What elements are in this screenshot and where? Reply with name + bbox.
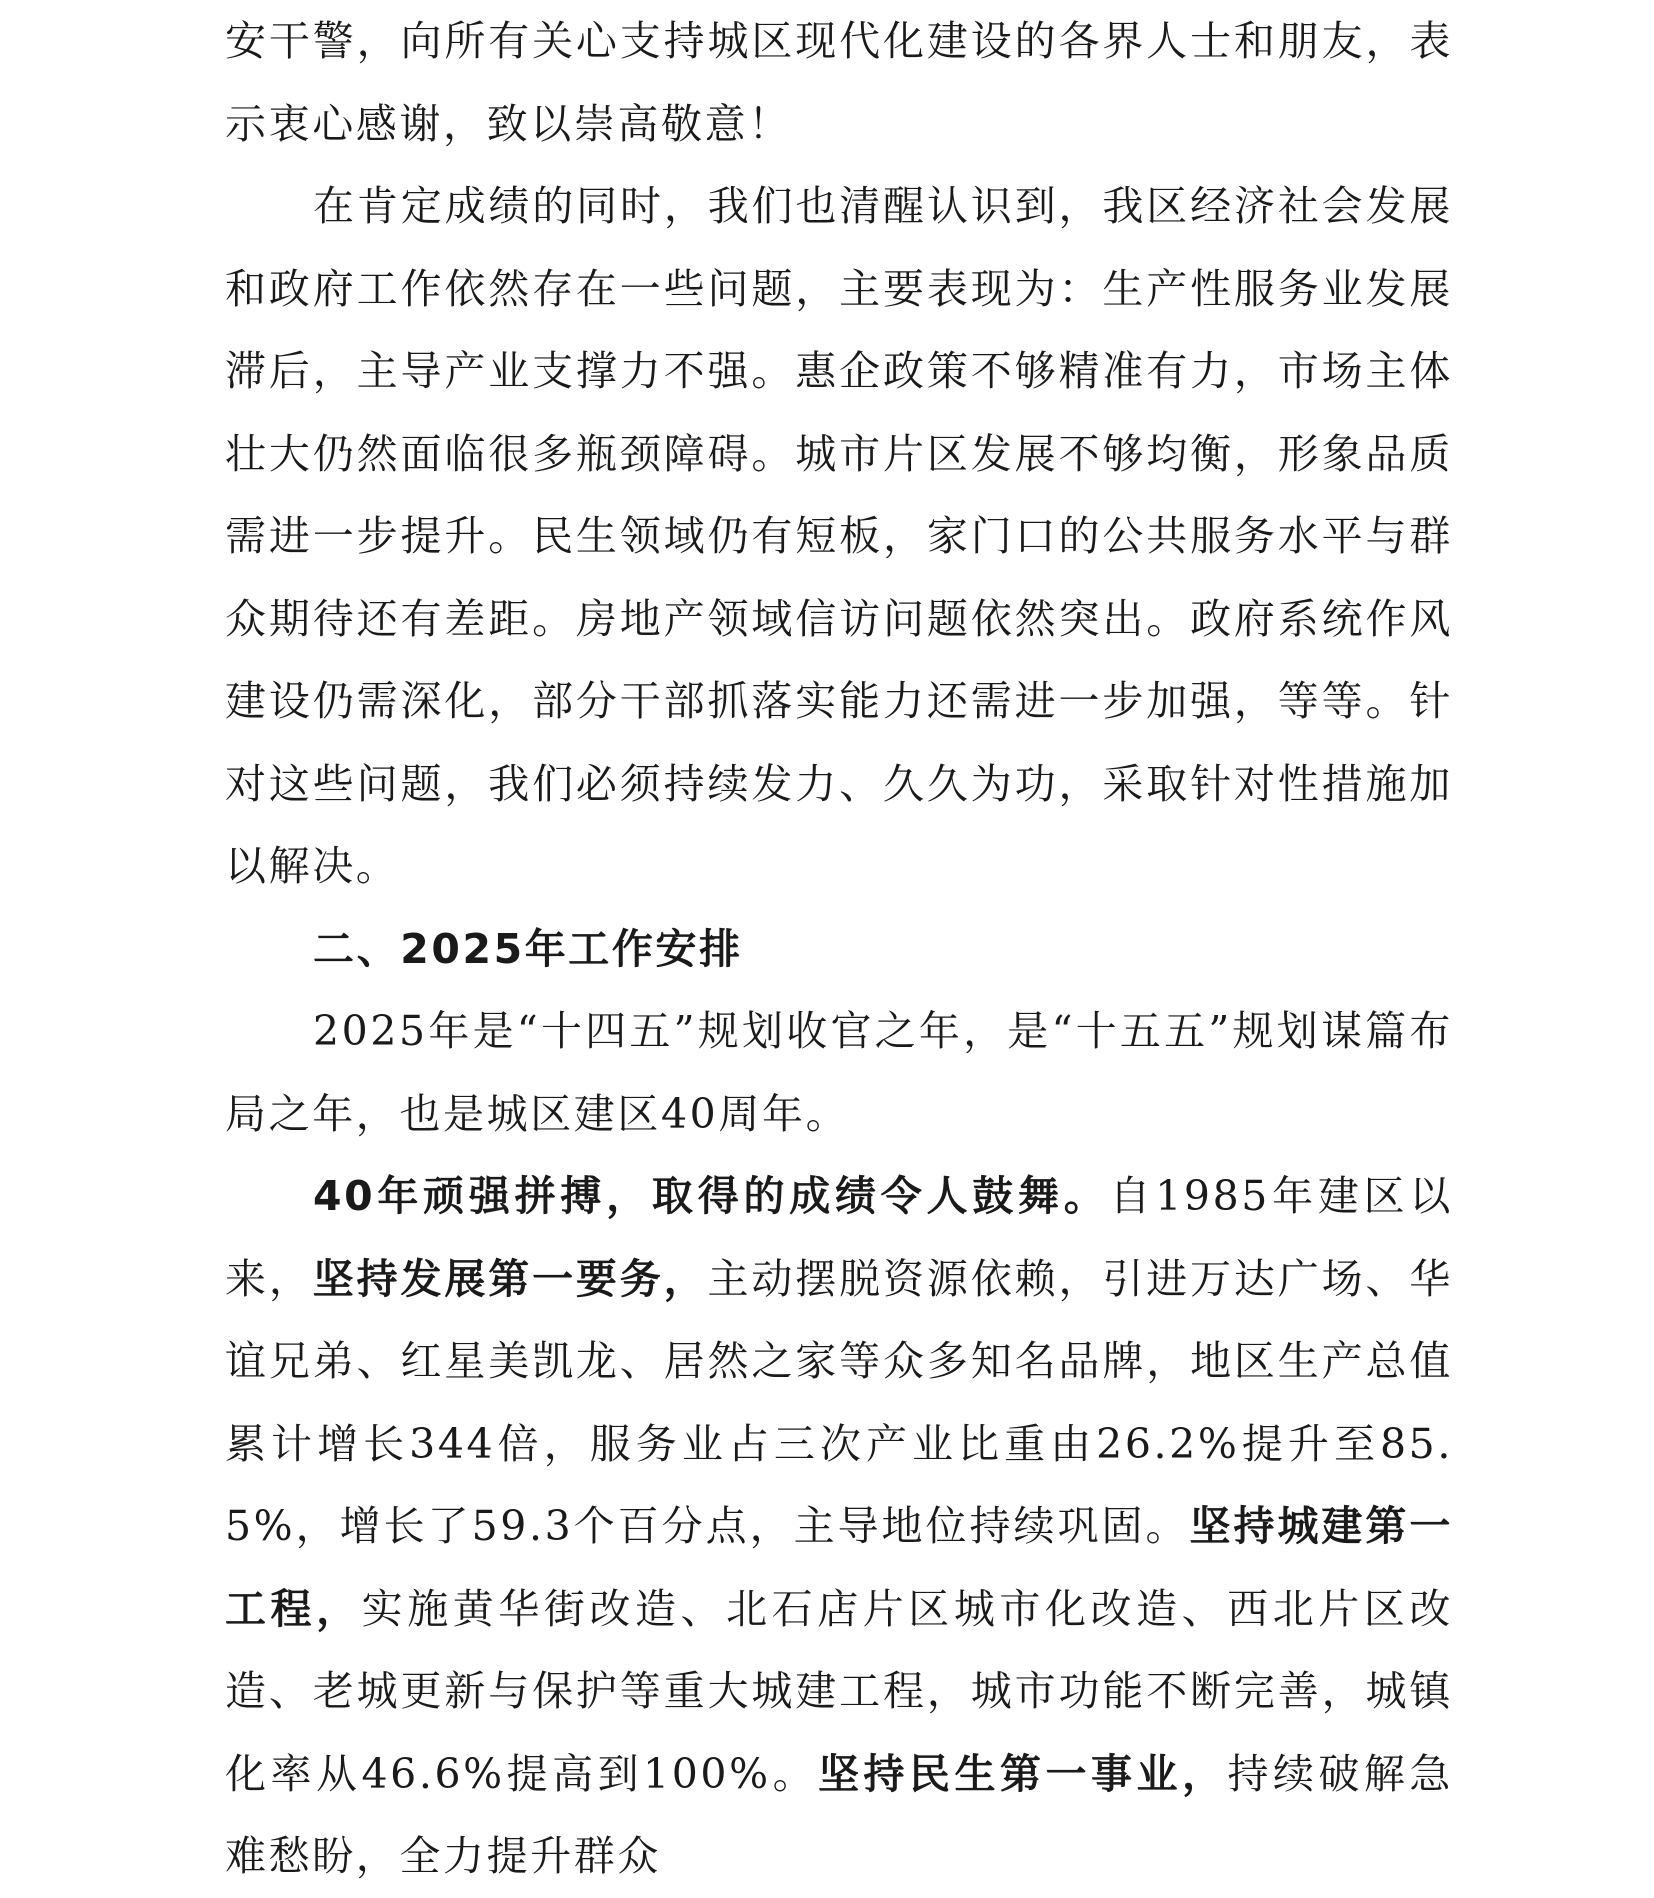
text-development-details: 主动摆脱资源依赖，引进万达广场、华谊兄弟、红星美凯龙、居然之家等众多知名品牌，地区生产总值累计增长344倍，服务业占三次产业比重由26.2%提升至85.5%，增长了59.3个百分点，主导地位持续巩固。 (225, 1254, 1453, 1550)
bold-phrase-development: 坚持发展第一要务， (312, 1254, 708, 1303)
paragraph-2025-intro: 2025年是“十四五”规划收官之年，是“十五五”规划谋篇布局之年，也是城区建区40周年。 (225, 1007, 1453, 1138)
document-body (225, 0, 1453, 1898)
bold-phrase-livelihood: 坚持民生第一事业， (818, 1749, 1228, 1798)
text-since-1985: 自1985年建区以来， (225, 1172, 1453, 1303)
text-livelihood-details: 持续破解急难愁盼，全力提升群众 (225, 1749, 1454, 1880)
document-page (225, 0, 1454, 1880)
paragraph-problems: 在肯定成绩的同时，我们也清醒认识到，我区经济社会发展和政府工作依然存在一些问题，主要表现为：生产性服务业发展滞后，主导产业支撑力不强。惠企政策不够精准有力，市场主体壮大仍然面临很多瓶颈障碍。城市片区发展不够均衡，形象品质需进一步提升。民生领域仍有短板，家门口的公共服务水平与群众期待还有差距。房地产领域信访问题依然突出。政府系统作风建设仍需深化，部分干部抓落实能力还需进一步加强，等等。针对这些问题，我们必须持续发力、久久为功，采取针对性措施加以解决。 (225, 182, 1453, 890)
section-heading: 二、2025年工作安排 (313, 924, 743, 973)
bold-phrase-achievements: 40年顽强拼搏，取得的成绩令人鼓舞。 (313, 1172, 1110, 1220)
bold-phrase-urban-construction: 坚持城建第一工程， (225, 1502, 1453, 1633)
text-urban-details: 实施黄华街改造、北石店片区城市化改造、西北片区改造、老城更新与保护等重大城建工程，城市功能不断完善，城镇化率从46.6%提高到100%。 (225, 1584, 1453, 1798)
paragraph-closing-thanks: 安干警，向所有关心支持城区现代化建设的各界人士和朋友，表示衷心感谢，致以崇高敬意！ (225, 17, 1453, 148)
paragraph-40-years (225, 1155, 1453, 1898)
